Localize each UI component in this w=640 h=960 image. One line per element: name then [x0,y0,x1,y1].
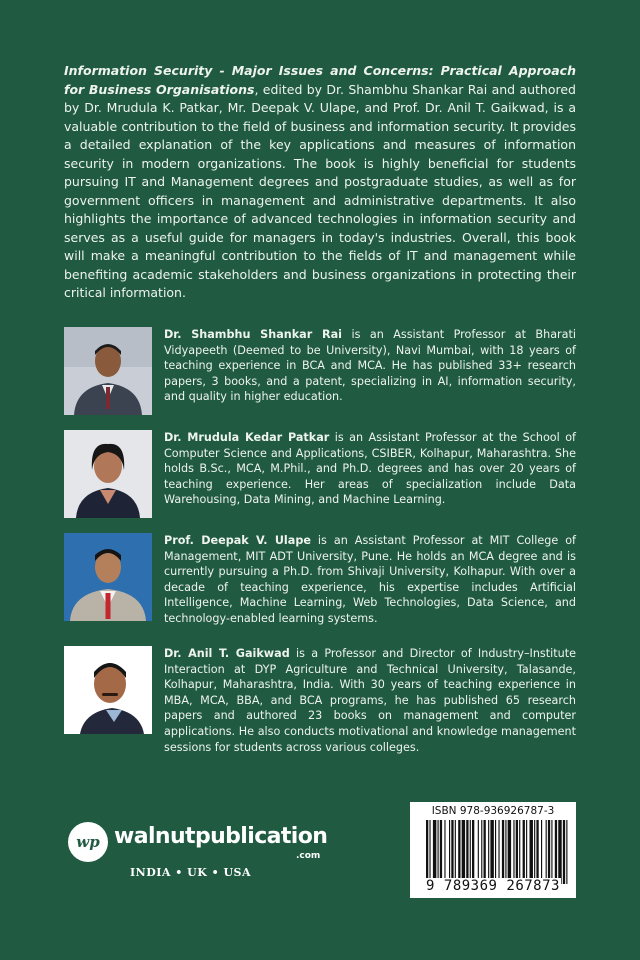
author-bio: is an Assistant Professor at Bharati Vidyapeeth (Deemed to be University), Navi Mumbai, with 18 years of teaching experience in BCA and MCA. He has published 33+ research papers, 3 books, and a patent, specializing in AI, information security, and quality in higher education. [164,328,576,404]
author-card-rai [64,327,576,419]
isbn-barcode [410,802,576,898]
blurb-text: , edited by Dr. Shambhu Shankar Rai and authored by Dr. Mrudula K. Patkar, Mr. Deepak V. Ulape, and Prof. Dr. Anil T. Gaikwad, is a valuable contribution to the field of business and information security. It provides a detailed explanation of the key applications and measures of information security in modern organizations. The book is highly beneficial for students pursuing IT and Management degrees and postgraduate studies, as well as for government officers in management and administrative departments. It also highlights the importance of advanced technologies in information security and serves as a useful guide for managers in today's industries. Overall, this book will make a meaningful contribution to the fields of IT and management while benefiting academic stakeholders and business organizations in protecting their critical information. [64,81,576,300]
isbn-digits: 9 789369 267873 [426,878,560,894]
author-name: Dr. Mrudula Kedar Patkar [164,431,330,444]
barcode-bars [426,820,568,884]
publisher-domain: .com [296,851,321,861]
walnut-logo-icon: wp [68,822,108,862]
back-cover-blurb [64,62,576,303]
author-photo [64,327,152,415]
publisher-regions: INDIA • UK • USA [130,866,252,879]
publisher-logo [68,822,328,866]
author-photo [64,533,152,621]
author-name: Dr. Anil T. Gaikwad [164,647,290,660]
publisher-name: walnutpublication [114,824,328,849]
author-bio: is a Professor and Director of Industry–Institute Interaction at DYP Agriculture and Technical University, Talasande, Kolhapur, Maharashtra, India. With 30 years of teaching experience in MBA, MCA, BBA, and BCA programs, he has published 65 research papers and authored 23 books on management and computer applications. He also conducts motivational and knowledge management sessions for students across various colleges. [164,647,576,754]
author-name: Dr. Shambhu Shankar Rai [164,328,343,341]
book-title: Information Security - Major Issues and Concerns: Practical Approach for Business Organisations [64,63,576,97]
author-card-gaikwad [64,646,576,754]
author-card-patkar [64,430,576,522]
author-photo [64,646,152,734]
isbn-label: ISBN 978-936926787-3 [431,805,555,817]
author-bio: is an Assistant Professor at the School of Computer Science and Applications, CSIBER, Kolhapur, Maharashtra. She holds B.Sc., MCA, M.Phil., and Ph.D. degrees and has over 20 years of teaching experience. Her areas of specialization include Data Warehousing, Data Mining, and Machine Learning. [164,431,576,507]
author-bio: is an Assistant Professor at MIT College of Management, MIT ADT University, Pune. He holds an MCA degree and is currently pursuing a Ph.D. from Shivaji University, Kolhapur. With over a decade of teaching experience, his expertise includes Artificial Intelligence, Machine Learning, Web Technologies, Data Science, and technology-enabled learning systems. [164,534,576,625]
author-photo [64,430,152,518]
author-card-ulape [64,533,576,625]
author-name: Prof. Deepak V. Ulape [164,534,311,547]
